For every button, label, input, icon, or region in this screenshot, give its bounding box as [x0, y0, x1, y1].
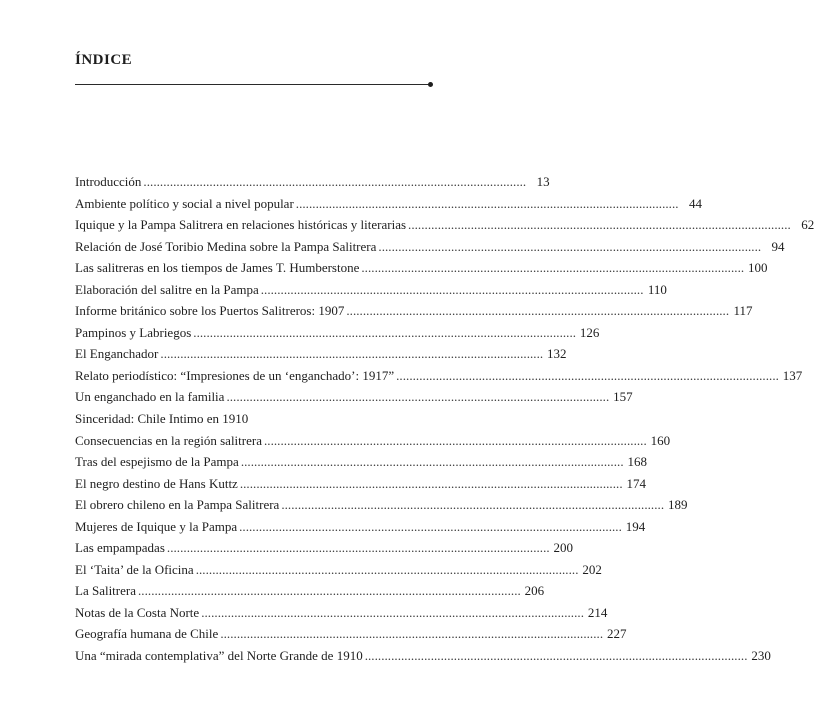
dot-leader: [396, 368, 777, 384]
toc-entry-title: Geografía humana de Chile: [75, 626, 219, 642]
toc-entry-page-number: 194: [625, 518, 646, 534]
toc-entry-title: Elaboración del salitre en la Pampa: [75, 281, 259, 297]
toc-entry-page-number: 132: [547, 346, 567, 362]
toc-entry: [75, 626, 627, 648]
toc-entry-title: Notas de la Costa Norte: [75, 604, 200, 620]
toc-entry-page-number: 44: [688, 195, 702, 211]
toc-entry-title: Informe británico sobre los Puertos Salitreros: 1907: [75, 303, 345, 319]
toc-entry-page-number: 230: [751, 648, 771, 664]
toc-entry-title: El ‘Taita’ de la Oficina: [75, 561, 194, 577]
toc-entry: [75, 518, 646, 541]
rule-end-dot: [428, 82, 433, 87]
toc-entry: [75, 432, 671, 455]
toc-entry-title: El Enganchador: [75, 346, 159, 362]
toc-entry-title: Las empampadas: [75, 540, 165, 556]
toc-entry-page-number: 202: [582, 561, 602, 577]
toc-entry: [75, 174, 550, 196]
dot-leader: [264, 433, 645, 449]
dot-leader: [193, 325, 574, 341]
toc-entry: [75, 411, 432, 433]
toc-entry: [75, 561, 602, 584]
dot-leader: [346, 303, 727, 319]
dot-leader: [261, 282, 642, 298]
dot-leader: [160, 346, 541, 362]
toc-entry: [75, 648, 771, 670]
toc-entry-title: Las salitreras en los tiempos de James T. Humberstone: [75, 260, 360, 276]
toc-entry: [75, 604, 608, 627]
toc-entry-page-number: 94: [771, 238, 785, 254]
dot-leader: [138, 583, 519, 599]
toc-entry-page-number: 100: [748, 260, 768, 276]
toc-entry: [75, 195, 702, 218]
page-title: ÍNDICE: [75, 52, 133, 68]
toc-entry-title: Pampinos y Labriegos: [75, 324, 192, 340]
dot-leader: [201, 605, 582, 621]
toc-entry-page-number: 168: [627, 454, 647, 470]
toc-entry: [75, 303, 753, 325]
dot-leader: [239, 519, 620, 535]
toc-entry-title: Tras del espejismo de la Pampa: [75, 454, 239, 470]
toc-entry-page-number: 62: [801, 217, 814, 233]
toc-entry-title: El negro destino de Hans Kuttz: [75, 475, 238, 491]
toc-entry-title: Relato periodístico: “Impresiones de un ‘enganchado’: 1917”: [75, 367, 395, 383]
toc-entry-title: Consecuencias en la región salitrera: [75, 432, 262, 448]
dot-leader: [143, 174, 524, 190]
toc-entry: [75, 217, 814, 239]
toc-entry-page-number: 174: [626, 475, 646, 491]
toc-entry: [75, 346, 567, 368]
toc-entry-page-number: 189: [667, 497, 688, 513]
toc-entry: [75, 238, 785, 261]
toc-entry-title: Introducción: [75, 174, 142, 189]
toc-entry-page-number: 160: [650, 432, 671, 448]
toc-entry-title: Mujeres de Iquique y la Pampa: [75, 518, 238, 534]
dot-leader: [220, 626, 601, 642]
toc-entry-page-number: 227: [606, 626, 627, 642]
toc-entry-title: El obrero chileno en la Pampa Salitrera: [75, 497, 280, 513]
toc-entry-page-number: 200: [553, 540, 574, 556]
toc-entry: [75, 583, 545, 605]
toc-entry-page-number: 117: [733, 303, 753, 319]
toc-entry-title: Iquique y la Pampa Salitrera en relaciones históricas y literarias: [75, 217, 407, 233]
toc-entry-page-number: 137: [782, 367, 803, 383]
toc-entry: [75, 540, 574, 562]
dot-leader: [408, 217, 789, 233]
toc-entry-title: Relación de José Toribio Medina sobre la Pampa Salitrera: [75, 238, 377, 254]
toc-entry-title: La Salitrera: [75, 583, 136, 599]
toc-entry-title: Una “mirada contemplativa” del Norte Grande de 1910: [75, 648, 363, 664]
toc-entry-page-number: 214: [587, 604, 608, 620]
dot-leader: [167, 540, 548, 556]
dot-leader: [296, 196, 677, 212]
toc-entry: [75, 367, 803, 390]
dot-leader: [196, 562, 577, 578]
toc-entry: [75, 389, 633, 411]
toc-entry: [75, 454, 647, 476]
dot-leader: [226, 389, 607, 405]
toc-entry: [75, 281, 667, 304]
dot-leader: [378, 239, 759, 255]
toc-entry-page-number: 110: [647, 281, 667, 297]
dot-leader: [365, 648, 746, 664]
toc-entry-page-number: 157: [613, 389, 633, 405]
toc-entry-page-number: 206: [524, 583, 545, 599]
table-of-contents: [75, 174, 814, 670]
toc-entry: [75, 475, 646, 498]
toc-entry: [75, 497, 688, 519]
toc-entry-page-number: 126: [579, 324, 600, 340]
heading-rule: [75, 84, 430, 85]
dot-leader: [361, 260, 742, 276]
toc-entry-page-number: 13: [536, 174, 550, 189]
toc-entry-title: Sinceridad: Chile Intimo en 1910: [75, 411, 249, 427]
dot-leader: [281, 497, 662, 513]
toc-entry-title: Un enganchado en la familia: [75, 389, 225, 405]
dot-leader: [240, 476, 621, 492]
dot-leader: [241, 454, 622, 470]
toc-entry-title: Ambiente político y social a nivel popular: [75, 195, 294, 211]
toc-entry: [75, 260, 768, 282]
toc-entry: [75, 324, 600, 347]
